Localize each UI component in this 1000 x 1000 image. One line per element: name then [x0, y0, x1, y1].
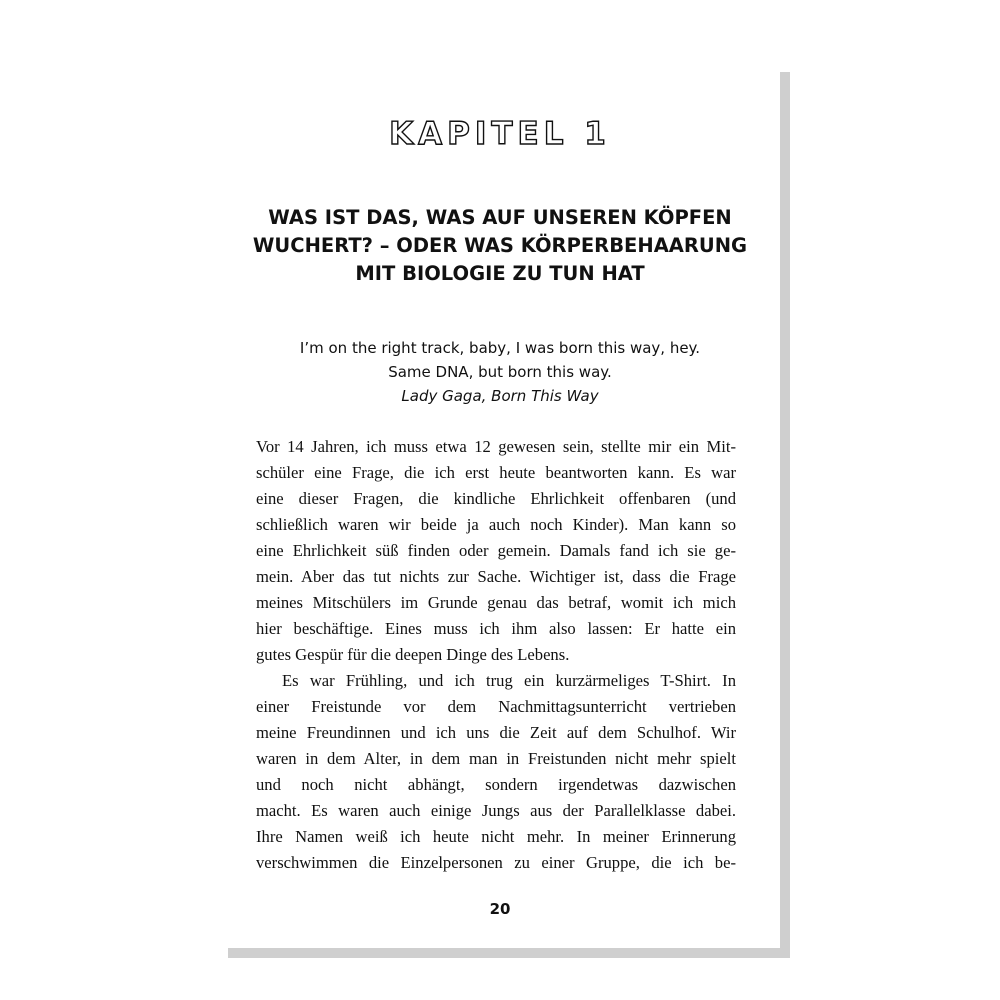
chapter-heading-line: MIT BIOLOGIE ZU TUN HAT: [355, 262, 645, 285]
body-line: waren in dem Alter, in dem man in Freistunden nicht mehr spielt: [256, 749, 736, 768]
body-line: meines Mitschülers im Grunde genau das betraf, womit ich mich: [256, 593, 736, 612]
body-line: einer Freistunde vor dem Nachmittagsunterricht vertrieben: [256, 697, 736, 716]
body-line: meine Freundinnen und ich uns die Zeit auf dem Schulhof. Wir: [256, 723, 736, 742]
body-line: Es war Frühling, und ich trug ein kurzärmeliges T-Shirt. In: [282, 671, 736, 690]
body-line: Ihre Namen weiß ich heute nicht mehr. In meiner Erinnerung: [256, 827, 736, 846]
body-text: [256, 434, 736, 876]
epigraph-line: I’m on the right track, baby, I was born this way, hey.: [299, 339, 701, 357]
body-line: schließlich waren wir beide ja auch noch Kinder). Man kann so: [256, 515, 736, 534]
body-line: schüler eine Frage, die ich erst heute beantworten kann. Es war: [256, 463, 736, 482]
body-line: eine Ehrlichkeit süß finden oder gemein. Damals fand ich sie ge-: [256, 541, 736, 560]
chapter-title: KAPITEL 1: [389, 116, 611, 152]
body-line: hier beschäftige. Eines muss ich ihm also lassen: Er hatte ein: [256, 619, 736, 638]
body-line: macht. Es waren auch einige Jungs aus der Parallelklasse dabei.: [256, 801, 736, 820]
chapter-heading: [250, 204, 750, 288]
body-line: verschwimmen die Einzelpersonen zu einer Gruppe, die ich be-: [256, 853, 736, 872]
body-line: mein. Aber das tut nichts zur Sache. Wichtiger ist, dass die Frage: [256, 567, 736, 586]
epigraph-line: Same DNA, but born this way.: [388, 363, 612, 381]
body-line: und noch nicht abhängt, sondern irgendetwas dazwischen: [256, 775, 736, 794]
body-line: gutes Gespür für die deepen Dinge des Lebens.: [256, 645, 570, 664]
body-line: Vor 14 Jahren, ich muss etwa 12 gewesen sein, stellte mir ein Mit-: [256, 437, 736, 456]
body-line: eine dieser Fragen, die kindliche Ehrlichkeit offenbaren (und: [256, 489, 736, 508]
chapter-heading-line: WAS IST DAS, WAS AUF UNSEREN KÖPFEN: [268, 206, 732, 229]
epigraph-source: Lady Gaga, Born This Way: [401, 387, 599, 405]
book-page: [220, 64, 780, 948]
page-number: 20: [489, 900, 511, 918]
epigraph: [240, 336, 760, 408]
chapter-heading-line: WUCHERT? – ODER WAS KÖRPERBEHAARUNG: [252, 234, 748, 257]
